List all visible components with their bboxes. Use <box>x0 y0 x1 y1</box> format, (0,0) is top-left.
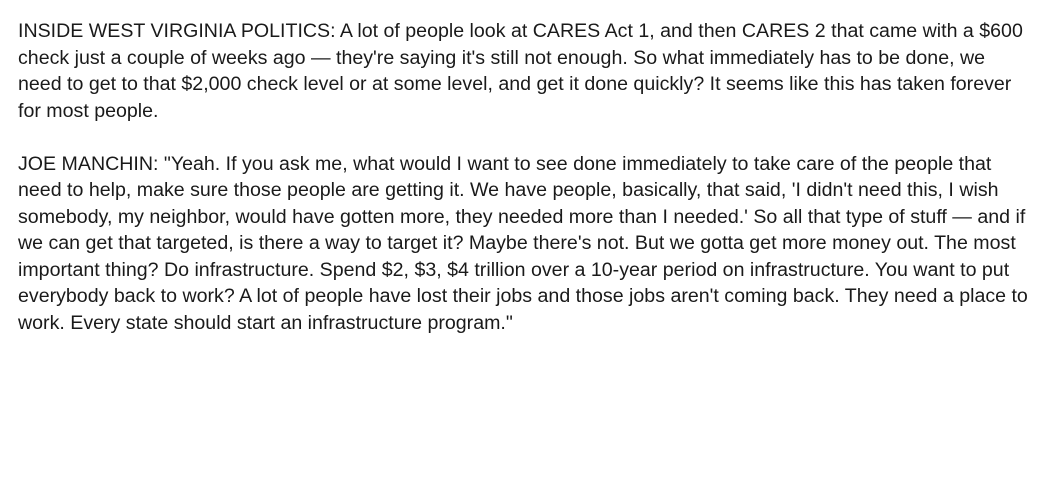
question-paragraph: INSIDE WEST VIRGINIA POLITICS: A lot of people look at CARES Act 1, and then CARES 2 that came with a $600 check just a couple of weeks ago — they're saying it's still not enough. So what immediately has to be done, we need to get to that $2,000 check level or at some level, and get it done quickly? It seems like this has taken forever for most people. <box>18 20 1023 122</box>
answer-paragraph: JOE MANCHIN: "Yeah. If you ask me, what would I want to see done immediately to take care of the people that need to help, make sure those people are getting it. We have people, basically, that said, 'I didn't need this, I wish somebody, my neighbor, would have gotten more, they needed more than I needed.' So all that type of stuff — and if we can get that targeted, is there a way to target it? Maybe there's not. But we gotta get more money out. The most important thing? Do infrastructure. Spend $2, $3, $4 trillion over a 10-year period on infrastructure. You want to put everybody back to work? A lot of people have lost their jobs and those jobs aren't coming back. They need a place to work. Every state should start an infrastructure program." <box>18 152 1028 334</box>
article-body <box>18 18 1034 336</box>
